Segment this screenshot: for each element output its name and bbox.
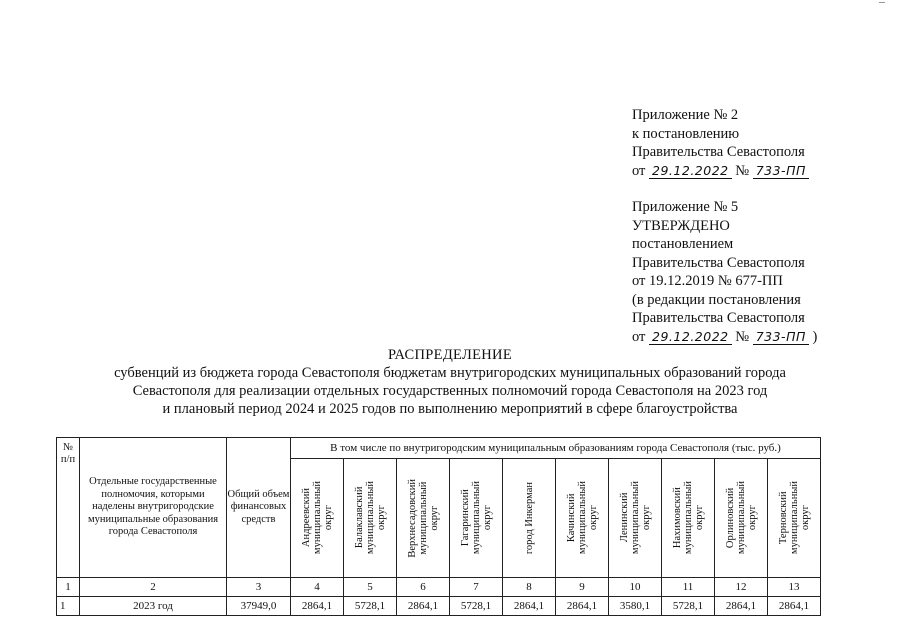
row-value: 5728,1 <box>344 597 397 616</box>
handwritten-number-2: 733-ПП <box>753 330 809 345</box>
government-label: Правительства Севастополя <box>632 144 805 160</box>
row-value: 2864,1 <box>768 597 821 616</box>
appendix-2-label: Приложение № 2 <box>632 107 739 123</box>
from-prefix: от <box>632 162 646 179</box>
document-title <box>40 346 860 418</box>
header-municipality <box>291 459 344 578</box>
column-index: 10 <box>609 578 662 597</box>
row-value: 2864,1 <box>715 597 768 616</box>
row-value: 3580,1 <box>609 597 662 616</box>
scan-corner-mark <box>879 2 885 5</box>
to-resolution-label: к постановлению <box>632 125 740 142</box>
header-municipality <box>344 459 397 578</box>
column-index: 2 <box>80 578 227 597</box>
header-municipality <box>556 459 609 578</box>
header-municipality <box>450 459 503 578</box>
handwritten-date: 29.12.2022 <box>649 164 732 179</box>
table-header-row <box>57 438 821 459</box>
municipality-label: Качинский муниципальный округ <box>565 481 599 555</box>
municipality-label: Андреевский муниципальный округ <box>300 481 334 555</box>
approved-label: УТВЕРЖДЕНО <box>632 217 730 234</box>
municipality-label: Гагаринский муниципальный округ <box>459 481 493 555</box>
column-index: 9 <box>556 578 609 597</box>
column-index: 6 <box>397 578 450 597</box>
column-index: 11 <box>662 578 715 597</box>
table-row <box>57 597 821 616</box>
row-value: 2864,1 <box>291 597 344 616</box>
close-paren: ) <box>812 328 818 345</box>
header-municipality <box>397 459 450 578</box>
title-line-3: и плановый период 2024 и 2025 годов по выполнению мероприятий в сфере благоустройства <box>162 401 738 417</box>
municipality-label: Балаклавский муниципальный округ <box>353 481 387 555</box>
handwritten-date-2: 29.12.2022 <box>649 330 732 345</box>
edition-label: (в редакции постановления <box>632 291 801 308</box>
column-index: 1 <box>57 578 80 597</box>
column-index-row <box>57 578 821 597</box>
edition-date-line <box>632 328 892 347</box>
original-resolution-label: от 19.12.2019 № 677-ПП <box>632 273 783 289</box>
column-index: 5 <box>344 578 397 597</box>
row-value: 2864,1 <box>503 597 556 616</box>
number-sign-2: № <box>735 328 750 345</box>
header-municipality <box>609 459 662 578</box>
header-municipality <box>768 459 821 578</box>
number-sign: № <box>735 162 750 179</box>
title-line-1: субвенций из бюджета города Севастополя бюджетам внутригородских муниципальных образований города <box>114 365 786 381</box>
municipality-label: Верхнесадовский муниципальный округ <box>406 478 440 558</box>
government-label-3: Правительства Севастополя <box>632 310 805 326</box>
resolution-date-line <box>632 162 892 181</box>
distribution-table <box>56 437 821 616</box>
header-municipality <box>662 459 715 578</box>
header-num: № п/п <box>57 438 80 578</box>
column-index: 3 <box>227 578 291 597</box>
header-municipality <box>503 459 556 578</box>
municipality-label: Нахимовский муниципальный округ <box>671 481 705 555</box>
appendix-5-label: Приложение № 5 <box>632 199 739 215</box>
row-value: 5728,1 <box>450 597 503 616</box>
column-index: 12 <box>715 578 768 597</box>
row-total: 37949,0 <box>227 597 291 616</box>
column-index: 4 <box>291 578 344 597</box>
municipality-label: Терновский муниципальный округ <box>777 481 811 555</box>
by-resolution-label: постановлением <box>632 236 734 252</box>
header-powers: Отдельные государственные полномочия, которыми наделены внутригородские муниципальные образования города Севастополя <box>80 438 227 578</box>
title-line-2: Севастополя для реализации отдельных государственных полномочий города Севастополя на 2023 год <box>132 383 768 399</box>
title-main: РАСПРЕДЕЛЕНИЕ <box>388 347 512 363</box>
municipality-label: Орлиновский муниципальный округ <box>724 481 758 555</box>
header-group: В том числе по внутригородским муниципальным образованиям города Севастополя (тыс. руб.) <box>291 438 821 459</box>
column-index: 13 <box>768 578 821 597</box>
handwritten-number: 733-ПП <box>753 164 809 179</box>
row-value: 5728,1 <box>662 597 715 616</box>
government-label-2: Правительства Севастополя <box>632 254 805 271</box>
header-total: Общий объем финансовых средств <box>227 438 291 578</box>
municipality-label: город Инкерман <box>523 481 535 555</box>
header-municipality <box>715 459 768 578</box>
row-value: 2864,1 <box>397 597 450 616</box>
column-index: 8 <box>503 578 556 597</box>
appendix-header <box>632 106 892 346</box>
row-num: 1 <box>57 597 80 616</box>
municipality-label: Ленинский муниципальный округ <box>618 481 652 555</box>
from-prefix-2: от <box>632 328 646 345</box>
row-label: 2023 год <box>80 597 227 616</box>
row-value: 2864,1 <box>556 597 609 616</box>
column-index: 7 <box>450 578 503 597</box>
